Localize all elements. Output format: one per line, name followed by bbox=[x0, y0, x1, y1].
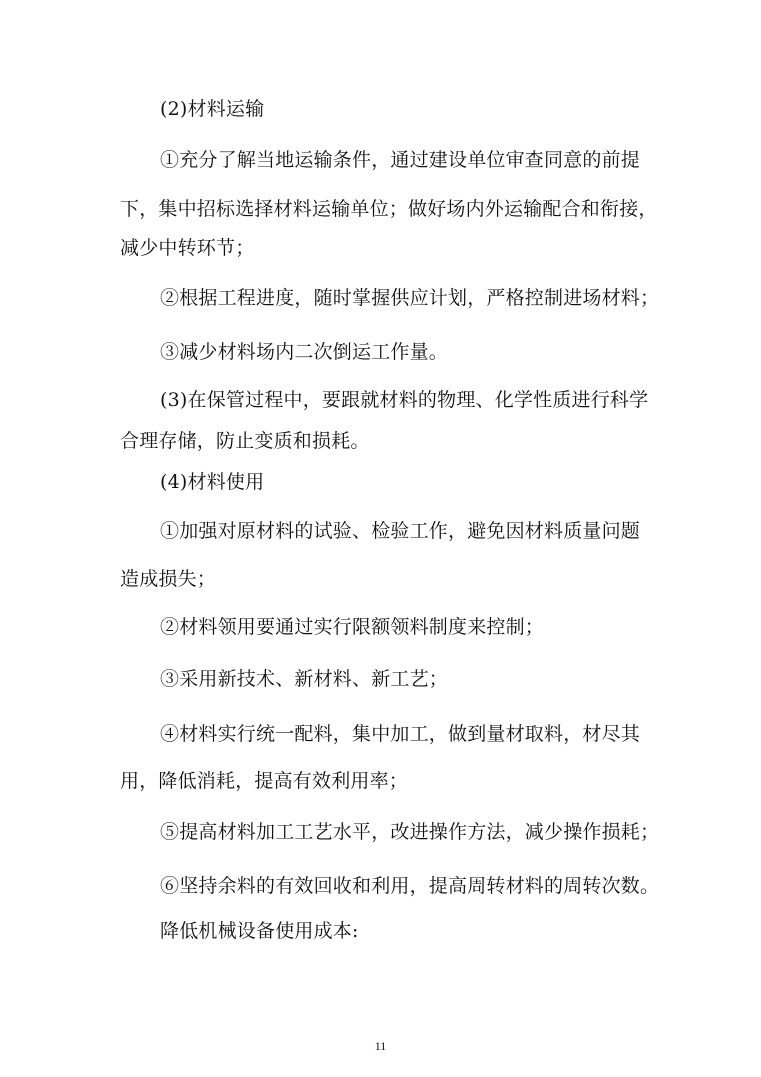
paragraph-line: ④材料实行统一配料，集中加工，做到量材取料，材尽其 bbox=[160, 723, 641, 745]
heading-machinery-cost: 降低机械设备使用成本: bbox=[160, 920, 359, 942]
heading-material-usage: (4)材料使用 bbox=[160, 471, 265, 493]
paragraph-line: 用，降低消耗，提高有效利用率； bbox=[120, 770, 409, 792]
paragraph-line: 造成损失； bbox=[120, 568, 217, 590]
paragraph-line: ②材料领用要通过实行限额领料制度来控制； bbox=[160, 616, 545, 638]
paragraph-line: (3)在保管过程中，要跟就材料的物理、化学性质进行科学 bbox=[160, 389, 649, 411]
paragraph-line: 合理存储，防止变质和损耗。 bbox=[120, 430, 370, 452]
paragraph-line: ③采用新技术、新材料、新工艺； bbox=[160, 668, 449, 690]
paragraph-line: ①充分了解当地运输条件，通过建设单位审查同意的前提 bbox=[160, 149, 641, 171]
paragraph-line: 减少中转环节； bbox=[120, 237, 255, 259]
paragraph-line: ②根据工程进度，随时掌握供应计划，严格控制进场材料； bbox=[160, 287, 660, 309]
heading-material-transport: (2)材料运输 bbox=[160, 98, 265, 120]
page-number: 11 bbox=[374, 1039, 387, 1053]
paragraph-line: ③减少材料场内二次倒运工作量。 bbox=[160, 341, 449, 363]
paragraph-line: 下，集中招标选择材料运输单位；做好场内外运输配合和衔接， bbox=[120, 198, 658, 220]
paragraph-line: ⑤提高材料加工工艺水平，改进操作方法，减少操作损耗； bbox=[160, 821, 660, 843]
paragraph-line: ①加强对原材料的试验、检验工作，避免因材料质量问题 bbox=[160, 520, 641, 542]
paragraph-line: ⑥坚持余料的有效回收和利用，提高周转材料的周转次数。 bbox=[160, 875, 660, 897]
